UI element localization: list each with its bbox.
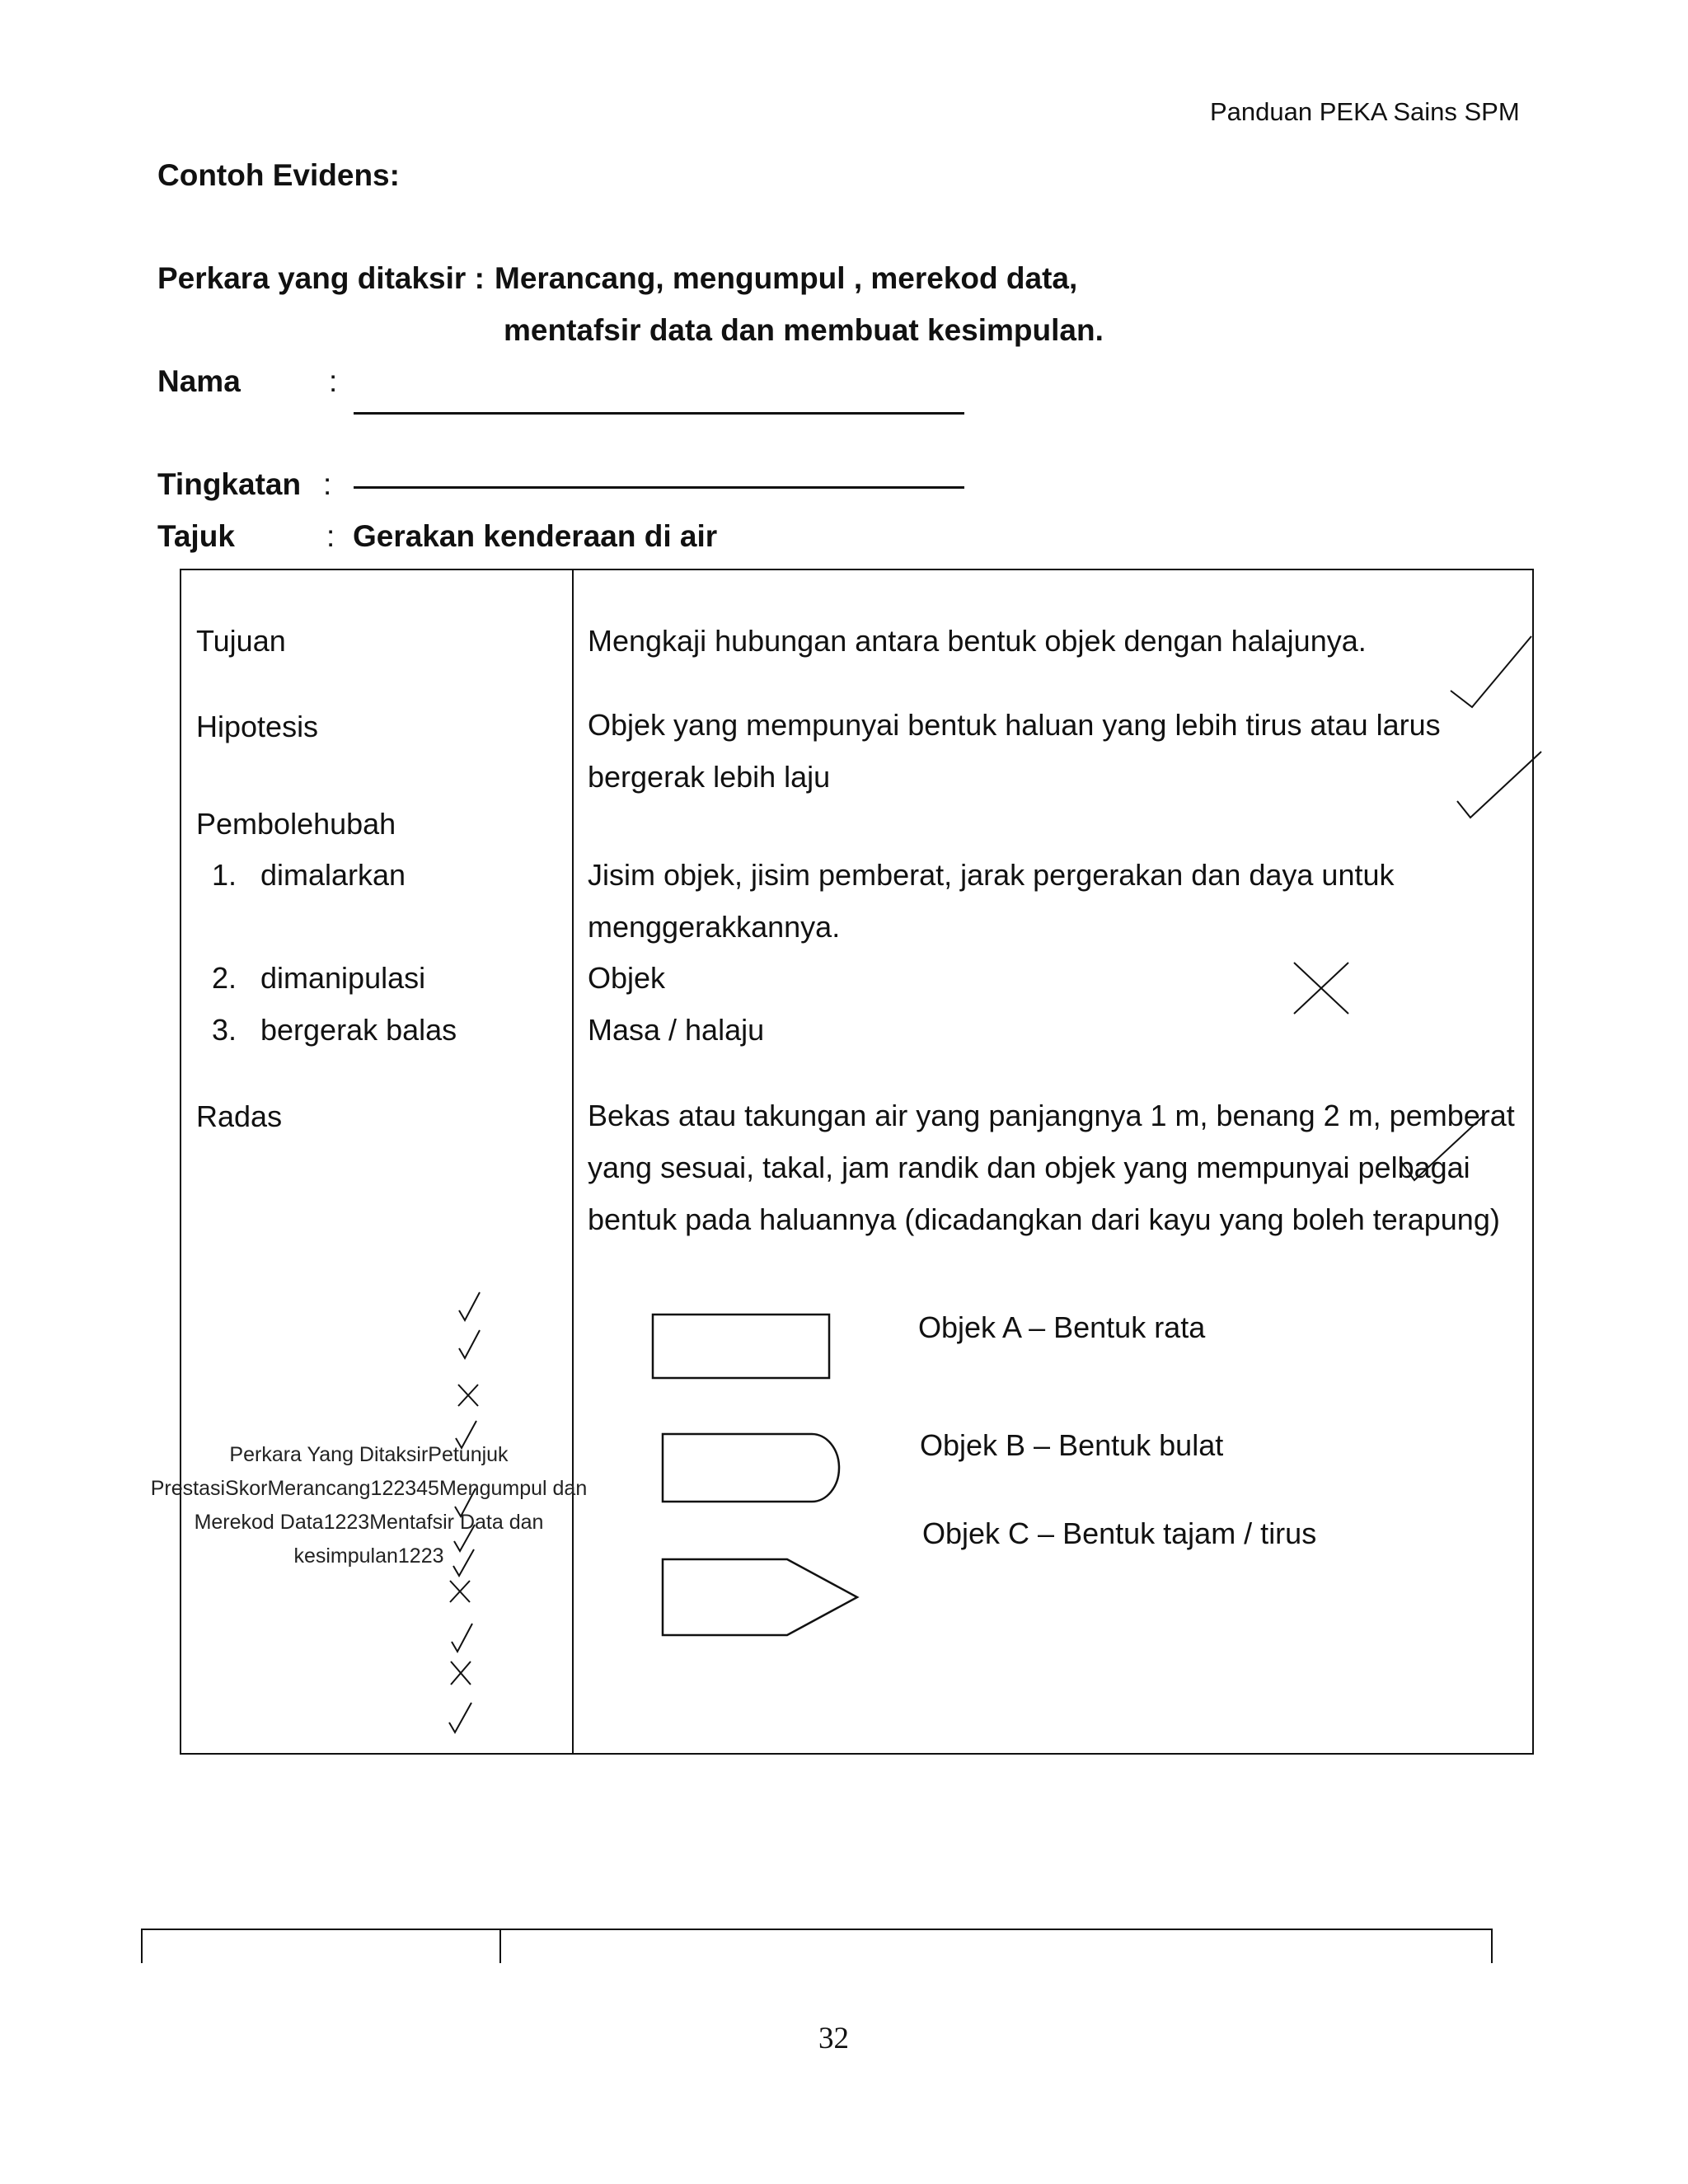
- page-heading: Contoh Evidens:: [157, 158, 400, 192]
- bergerak-balas-value: Masa / halaju: [588, 1013, 765, 1047]
- running-header: Panduan PEKA Sains SPM: [1210, 97, 1520, 126]
- object-b-label: Objek B – Bentuk bulat: [920, 1428, 1224, 1462]
- overlay-line: PrestasiSkorMerancang122345Mengumpul dan: [150, 1477, 588, 1500]
- check-icon: [1401, 1116, 1484, 1180]
- check-icon: [455, 1488, 476, 1516]
- nama-colon: :: [329, 364, 338, 398]
- dimalarkan-label: dimalarkan: [260, 858, 406, 892]
- check-icon: [1457, 752, 1541, 818]
- item-number: 3.: [212, 1013, 237, 1047]
- assessed-label: Perkara yang ditaksir :: [157, 261, 485, 295]
- overlay-line: kesimpulan1223: [293, 1544, 444, 1568]
- overlay-line: Merekod Data1223Mentafsir Data dan: [194, 1511, 544, 1534]
- check-icon: [459, 1330, 480, 1358]
- tajuk-label: Tajuk: [157, 519, 235, 553]
- hipotesis-value: Objek yang mempunyai bentuk haluan yang lebih tirus atau larus bergerak lebih laju: [588, 708, 1441, 794]
- assessed-line1: Merancang, mengumpul , merekod data,: [495, 261, 1078, 295]
- next-table-divider: [499, 1929, 501, 1963]
- hipotesis-label: Hipotesis: [196, 710, 319, 743]
- cross-icon: [451, 1661, 471, 1685]
- next-table-top-border: [141, 1929, 1492, 1930]
- bergerak-balas-label: bergerak balas: [260, 1013, 457, 1047]
- pembolehubah-label: Pembolehubah: [196, 807, 396, 841]
- next-table-left-border: [141, 1929, 143, 1963]
- nama-label: Nama: [157, 364, 241, 398]
- tajuk-colon: :: [326, 519, 335, 553]
- object-a-label: Objek A – Bentuk rata: [918, 1310, 1206, 1344]
- cross-icon: [458, 1385, 478, 1406]
- tingkatan-colon: :: [323, 467, 332, 501]
- item-number: 1.: [212, 858, 237, 892]
- check-icon: [459, 1292, 480, 1320]
- dimanipulasi-value: Objek: [588, 961, 666, 995]
- radas-value: Bekas atau takungan air yang panjangnya 1 m, benang 2 m, pemberat yang sesuai, takal, jam randik dan objek yang mempunyai pelbagai bentuk pada haluannya (dicadangkan dari kayu yang boleh terapung): [588, 1099, 1515, 1236]
- check-icon: [454, 1525, 475, 1551]
- check-icon: [449, 1703, 471, 1732]
- tujuan-value: Mengkaji hubungan antara bentuk objek dengan halajunya.: [588, 624, 1367, 658]
- cross-icon: [450, 1581, 470, 1602]
- cross-icon: [1294, 963, 1348, 1014]
- dimanipulasi-label: dimanipulasi: [260, 961, 426, 995]
- dimalarkan-value: Jisim objek, jisim pemberat, jarak pergerakan dan daya untuk menggerakkannya.: [588, 858, 1395, 944]
- item-number: 2.: [212, 961, 237, 995]
- object-c-label: Objek C – Bentuk tajam / tirus: [922, 1516, 1317, 1550]
- page-number: 32: [818, 2022, 849, 2055]
- overlay-line: Perkara Yang DitaksirPetunjuk: [229, 1443, 509, 1466]
- tingkatan-label: Tingkatan: [157, 467, 302, 501]
- assessed-line2: mentafsir data dan membuat kesimpulan.: [504, 313, 1104, 347]
- radas-label: Radas: [196, 1099, 283, 1133]
- next-table-right-border: [1491, 1929, 1493, 1963]
- tajuk-value: Gerakan kenderaan di air: [353, 519, 718, 553]
- check-icon: [456, 1421, 476, 1448]
- check-icon: [1451, 636, 1531, 707]
- check-icon: [452, 1624, 472, 1652]
- tujuan-label: Tujuan: [196, 624, 286, 658]
- check-icon: [453, 1549, 474, 1576]
